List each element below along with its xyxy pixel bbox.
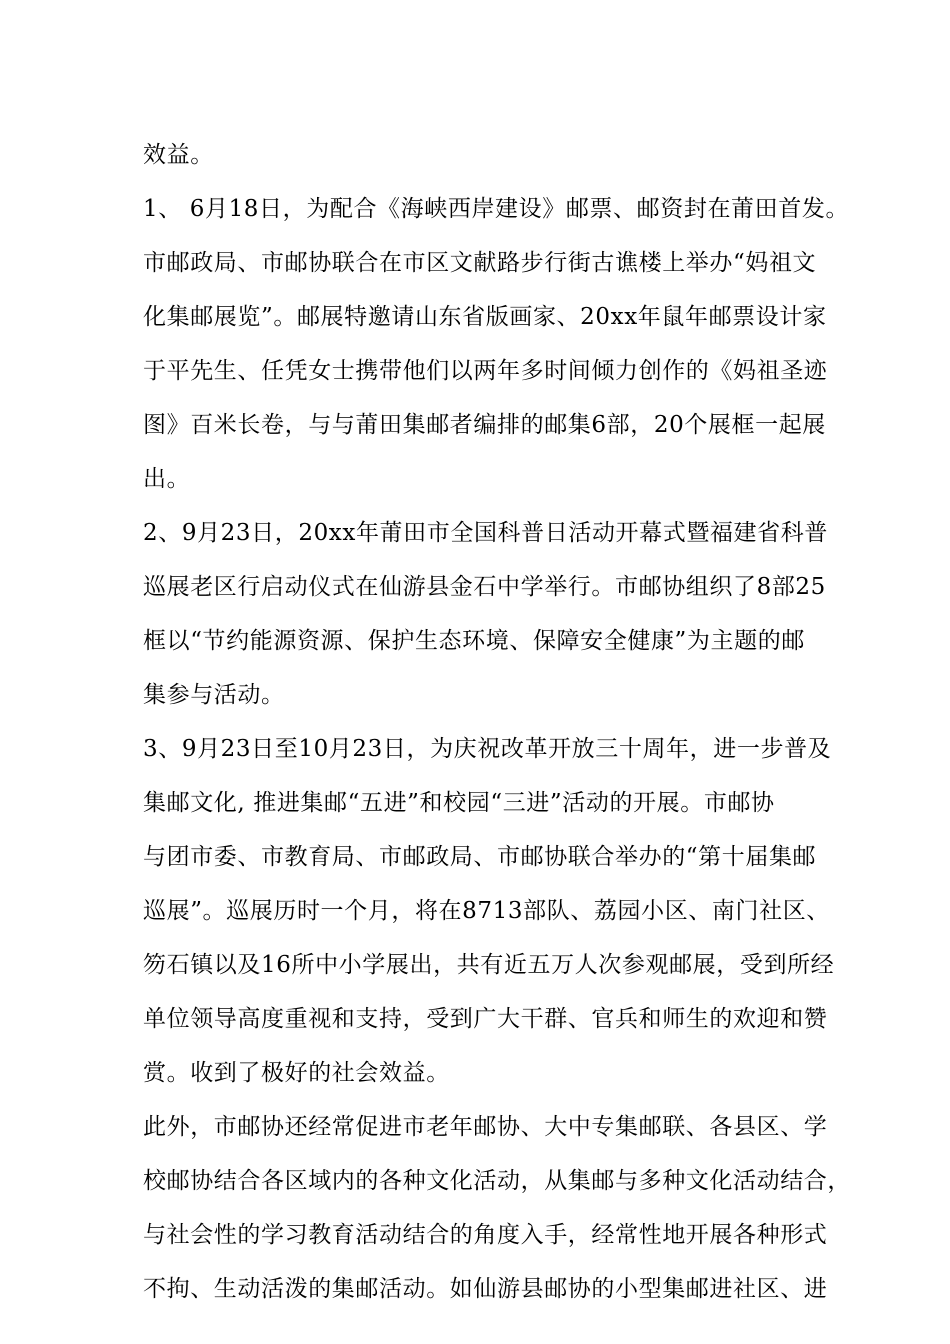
text-line: 于平先生、任凭女士携带他们以两年多时间倾力创作的《妈祖圣迹 — [143, 358, 828, 384]
text-line: 与社会性的学习教育活动结合的角度入手，经常性地开展各种形式 — [143, 1222, 828, 1248]
text-line: 化集邮展览”。邮展特邀请山东省版画家、20xx年鼠年邮票设计家 — [143, 304, 827, 330]
text-line: 单位领导高度重视和支持，受到广大干群、官兵和师生的欢迎和赞 — [143, 1006, 828, 1032]
text-line: 集参与活动。 — [143, 682, 285, 708]
text-line: 校邮协结合各区域内的各种文化活动，从集邮与多种文化活动结合， — [143, 1168, 851, 1194]
text-line: 3、9月23日至10月23日，为庆祝改革开放三十周年，进一步普及 — [143, 736, 832, 762]
text-line: 图》百米长卷，与与莆田集邮者编排的邮集6部，20个展框一起展 — [143, 412, 826, 438]
text-line: 笏石镇以及16所中小学展出，共有近五万人次参观邮展，受到所经 — [143, 952, 835, 978]
text-line: 效益。 — [143, 142, 214, 168]
text-line: 巡展老区行启动仪式在仙游县金石中学举行。市邮协组织了8部25 — [143, 574, 826, 600]
text-line: 市邮政局、市邮协联合在市区文献路步行街古谯楼上举办“妈祖文 — [143, 250, 817, 276]
text-line: 集邮文化, 推进集邮“五进”和校园“三进”活动的开展。市邮协 — [143, 790, 775, 816]
text-line: 与团市委、市教育局、市邮政局、市邮协联合举办的“第十届集邮 — [143, 844, 817, 870]
text-line: 不拘、生动活泼的集邮活动。如仙游县邮协的小型集邮进社区、进 — [143, 1276, 828, 1302]
document-body — [143, 128, 851, 1316]
text-line: 巡展”。巡展历时一个月，将在8713部队、荔园小区、南门社区、 — [143, 898, 830, 924]
text-line: 1、 6月18日，为配合《海峡西岸建设》邮票、邮资封在莆田首发。 — [143, 196, 850, 222]
text-line: 框以“节约能源资源、保护生态环境、保障安全健康”为主题的邮 — [143, 628, 805, 654]
text-line: 赏。收到了极好的社会效益。 — [143, 1060, 450, 1086]
text-line: 此外，市邮协还经常促进市老年邮协、大中专集邮联、各县区、学 — [143, 1114, 828, 1140]
text-line: 出。 — [143, 466, 191, 492]
text-line: 2、9月23日，20xx年莆田市全国科普日活动开幕式暨福建省科普 — [143, 520, 828, 546]
